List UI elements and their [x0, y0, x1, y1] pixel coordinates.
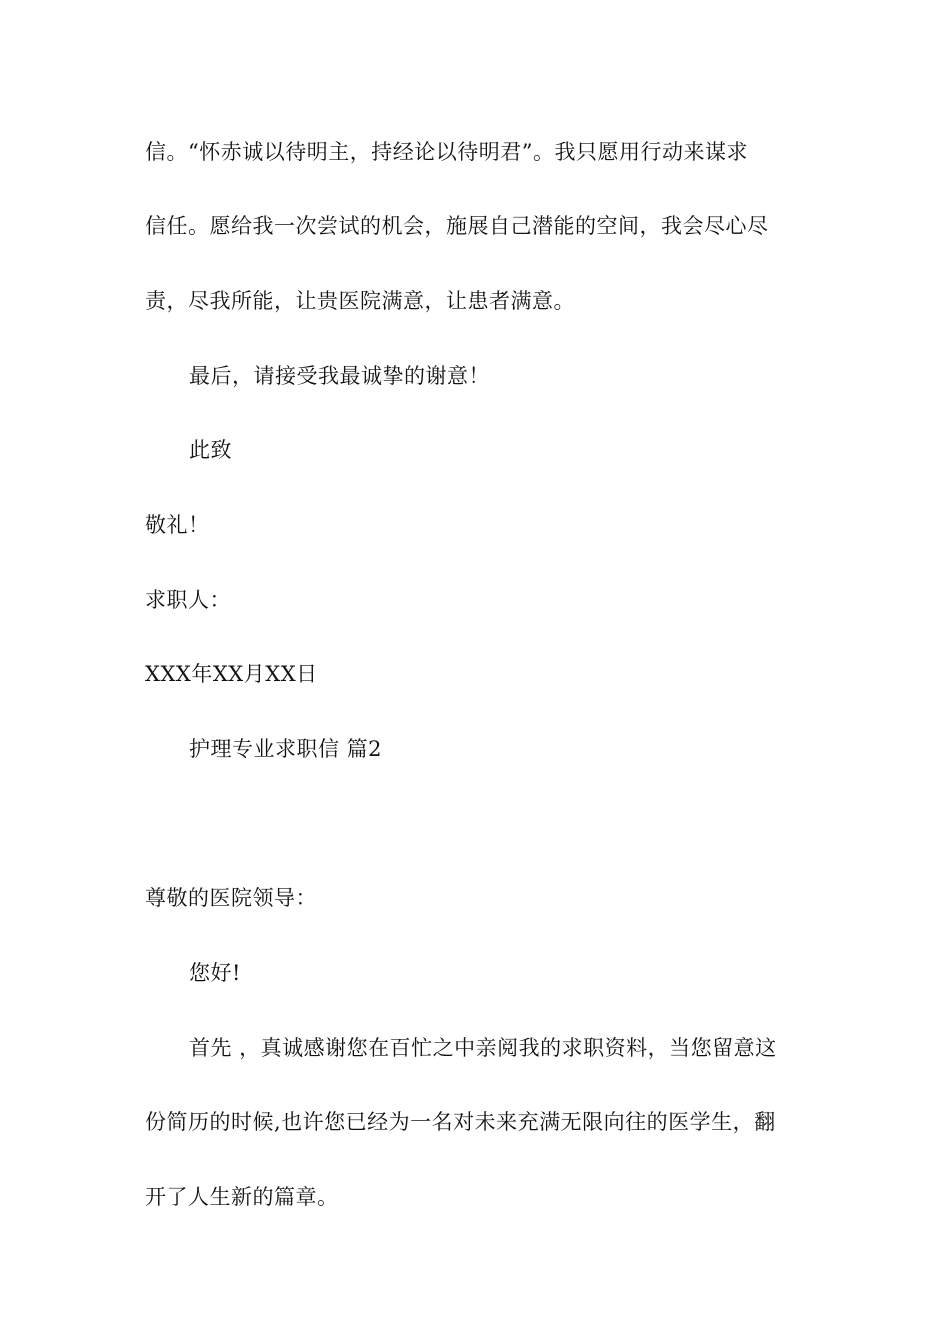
greeting-hello: 您好!	[189, 961, 241, 985]
date-line: XXX年XX月XX日	[145, 662, 318, 686]
paragraph-line: 开了人生新的篇章。	[145, 1185, 339, 1209]
salutation-closing: 此致	[189, 438, 232, 462]
salutation-regards: 敬礼！	[145, 513, 210, 537]
paragraph-line: 份简历的时候,也许您已经为一名对未来充满无限向往的医学生，翻	[145, 1110, 776, 1134]
closing-thanks: 最后，请接受我最诚挚的谢意！	[189, 364, 490, 388]
greeting-recipient: 尊敬的医院领导：	[145, 886, 317, 910]
section-heading: 护理专业求职信 篇2	[189, 737, 383, 761]
paragraph-line: 信任。愿给我一次尝试的机会，施展自己潜能的空间，我会尽心尽	[145, 214, 769, 238]
paragraph-line: 首先 ，真诚感谢您在百忙之中亲阅我的求职资料，当您留意这	[189, 1036, 777, 1060]
paragraph-line: 信。“怀赤诚以待明主，持经论以待明君”。我只愿用行动来谋求	[145, 140, 748, 164]
paragraph-line: 责，尽我所能，让贵医院满意，让患者满意。	[145, 289, 575, 313]
applicant-label: 求职人：	[145, 588, 231, 612]
